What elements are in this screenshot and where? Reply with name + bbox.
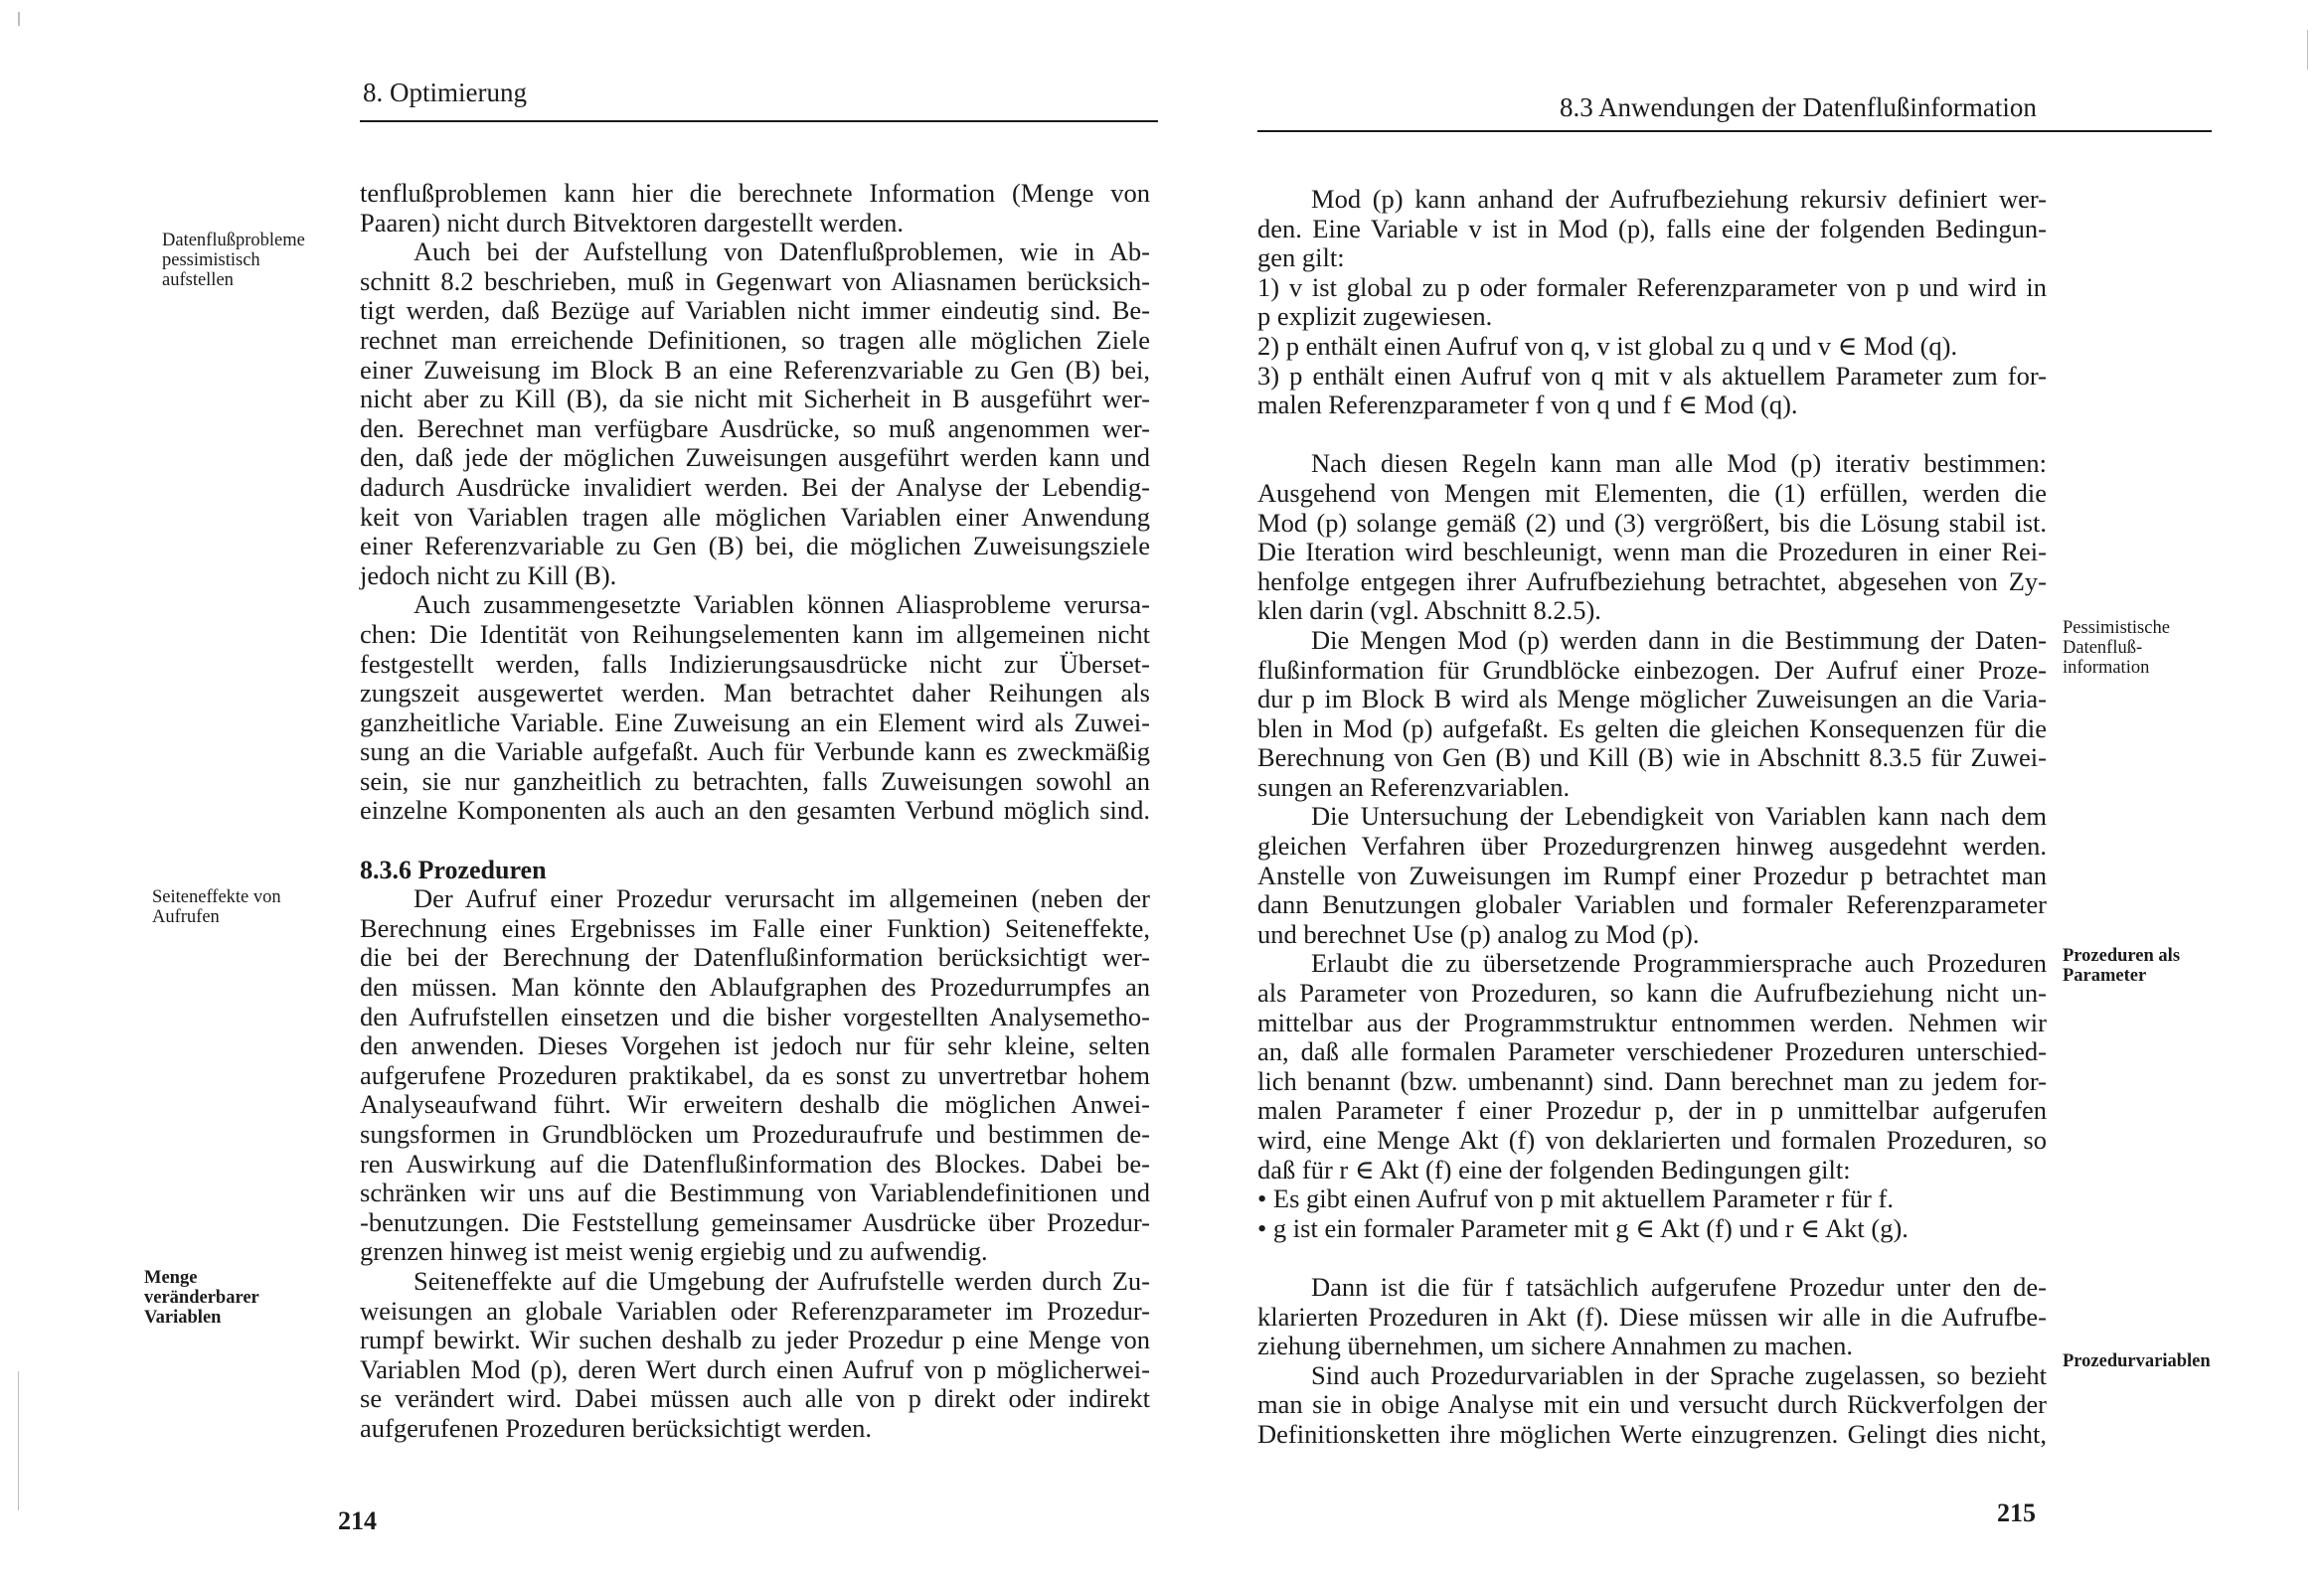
text-line: Ausgehend von Mengen mit Elementen, die (1) erfüllen, werden die bbox=[1257, 477, 2047, 508]
text-line: Auch bei der Aufstellung von Datenflußproblemen, wie in Ab- bbox=[414, 237, 1150, 267]
text-line: Sind auch Prozedurvariablen in der Sprache zugelassen, so bezieht bbox=[1311, 1359, 2047, 1390]
text-line: tenflußproblemen kann hier die berechnete Information (Menge von bbox=[360, 178, 1150, 208]
text-line: ganzheitliche Variable. Eine Zuweisung an ein Element wird als Zuwei- bbox=[360, 707, 1150, 737]
text-line: grenzen hinweg ist meist wenig ergiebig und zu aufwendig. bbox=[360, 1236, 988, 1267]
text-line: Auch zusammengesetzte Variablen können Aliasprobleme verursa- bbox=[414, 589, 1150, 620]
text-line: Mod (p) kann anhand der Aufrufbeziehung rekursiv definiert wer- bbox=[1311, 184, 2047, 214]
text-line: 3) p enthält einen Aufruf von q mit v als aktuellem Parameter zum for- bbox=[1257, 360, 2047, 391]
text-line: sein, sie nur ganzheitlich zu betrachten, falls Zuweisungen sowohl an bbox=[360, 765, 1150, 796]
scan-mark bbox=[2307, 30, 2308, 70]
margin-note-line: Pessimistische bbox=[2063, 618, 2170, 638]
text-line: blen in Mod (p) aufgefaßt. Es gelten die gleichen Konsequenzen für die bbox=[1257, 712, 2047, 743]
text-line: nicht aber zu Kill (B), da sie nicht mit Sicherheit in B ausgeführt wer- bbox=[360, 384, 1150, 414]
text-line: Die Untersuchung der Lebendigkeit von Variablen kann nach dem bbox=[1311, 801, 2047, 832]
page-number-right: 215 bbox=[1997, 1498, 2036, 1527]
text-line: flußinformation für Grundblöcke einbezogen. Der Aufruf einer Proze- bbox=[1257, 654, 2047, 685]
text-line: Berechnung eines Ergebnisses im Falle einer Funktion) Seiteneffekte, bbox=[360, 912, 1150, 943]
text-line: einzelne Komponenten als auch an den gesamten Verbund möglich sind. bbox=[360, 795, 1150, 826]
text-line: Variablen Mod (p), deren Wert durch einen Aufruf von p möglicherwei- bbox=[360, 1353, 1150, 1384]
margin-note-menge bbox=[144, 1268, 343, 1328]
text-line: klen darin (vgl. Abschnitt 8.2.5). bbox=[1257, 595, 1601, 626]
section-heading: 8.3.6 Prozeduren bbox=[360, 855, 547, 884]
text-line: tigt werden, daß Bezüge auf Variablen nicht immer eindeutig sind. Be- bbox=[360, 295, 1150, 326]
text-line: Berechnung von Gen (B) und Kill (B) wie in Abschnitt 8.3.5 für Zuwei- bbox=[1257, 742, 2047, 773]
text-line: malen Parameter f einer Prozedur p, der in p unmittelbar aufgerufen bbox=[1257, 1095, 2047, 1126]
text-line: einer Zuweisung im Block B an eine Referenzvariable zu Gen (B) bei, bbox=[360, 354, 1150, 385]
text-line: festgestellt werden, falls Indizierungsausdrücke nicht zur Überset- bbox=[360, 648, 1150, 679]
text-line: Dann ist die für f tatsächlich aufgerufene Prozedur unter den de- bbox=[1311, 1271, 2047, 1302]
text-line: gen gilt: bbox=[1257, 242, 1345, 273]
margin-note-seiteneffekte bbox=[152, 887, 351, 927]
margin-note-line: Aufrufen bbox=[152, 907, 220, 927]
text-line: sungsformen in Grundblöcken um Prozeduraufrufe und bestimmen de- bbox=[360, 1119, 1150, 1149]
text-line: zungszeit ausgewertet werden. Man betrachtet daher Reihungen als bbox=[360, 678, 1150, 709]
running-head-left: 8. Optimierung bbox=[363, 78, 527, 107]
text-line: Seiteneffekte auf die Umgebung der Aufrufstelle werden durch Zu- bbox=[414, 1265, 1150, 1296]
text-line: klarierten Prozeduren in Akt (f). Diese müssen wir alle in die Aufrufbe- bbox=[1257, 1301, 2047, 1332]
margin-note-line: Datenflußprobleme bbox=[162, 231, 305, 250]
text-line: als Parameter von Prozeduren, so kann die Aufrufbeziehung nicht un- bbox=[1257, 978, 2047, 1009]
margin-note-line: Parameter bbox=[2063, 966, 2147, 986]
text-line: sungen an Referenzvariablen. bbox=[1257, 771, 1571, 802]
text-line: sung an die Variable aufgefaßt. Auch für Verbunde kann es zweckmäßig bbox=[360, 736, 1150, 767]
text-line: einer Referenzvariable zu Gen (B) bei, die möglichen Zuweisungsziele bbox=[360, 531, 1150, 561]
margin-note-line: Variablen bbox=[144, 1308, 222, 1328]
margin-note-pessimistische bbox=[2063, 618, 2261, 678]
text-line: die bei der Berechnung der Datenflußinformation berücksichtigt wer- bbox=[360, 942, 1150, 973]
header-rule-left bbox=[360, 120, 1158, 122]
margin-note-prozedurvariablen bbox=[2063, 1351, 2261, 1371]
text-line: keit von Variablen tragen alle möglichen Variablen einer Anwendung bbox=[360, 501, 1150, 532]
margin-note-line: aufstellen bbox=[162, 270, 234, 290]
text-line: henfolge entgegen ihrer Aufrufbeziehung betrachtet, abgesehen von Zy- bbox=[1257, 565, 2047, 596]
text-line: dann Benutzungen globaler Variablen und formaler Referenzparameter bbox=[1257, 889, 2047, 920]
text-line: chen: Die Identität von Reihungselementen kann im allgemeinen nicht bbox=[360, 618, 1150, 649]
text-line: man sie in obige Analyse mit ein und versucht durch Rückverfolgen der bbox=[1257, 1389, 2047, 1420]
text-line: schnitt 8.2 beschrieben, muß in Gegenwart von Aliasnamen berücksich- bbox=[360, 265, 1150, 296]
text-line: und berechnet Use (p) analog zu Mod (p). bbox=[1257, 918, 1700, 949]
margin-note-line: Prozedurvariablen bbox=[2063, 1351, 2211, 1371]
text-line: jedoch nicht zu Kill (B). bbox=[360, 559, 617, 590]
left-text-block bbox=[360, 179, 1150, 1444]
text-line: malen Referenzparameter f von q und f ∈ Mod (q). bbox=[1257, 390, 1798, 420]
text-line: den, daß jede der möglichen Zuweisungen ausgeführt werden kann und bbox=[360, 442, 1150, 473]
text-line: lich benannt (bzw. umbenannt) sind. Dann berechnet man zu jedem for- bbox=[1257, 1065, 2047, 1096]
text-line: den. Eine Variable v ist in Mod (p), falls eine der folgenden Bedingun- bbox=[1257, 213, 2047, 243]
text-line: weisungen an globale Variablen oder Referenzparameter im Prozedur- bbox=[360, 1295, 1150, 1326]
text-line: mittelbar aus der Programmstruktur entnommen werden. Nehmen wir bbox=[1257, 1007, 2047, 1037]
text-line: rumpf bewirkt. Wir suchen deshalb zu jeder Prozedur p eine Menge von bbox=[360, 1325, 1150, 1355]
text-line: Der Aufruf einer Prozedur verursacht im allgemeinen (neben der bbox=[414, 883, 1150, 914]
text-line: Definitionsketten ihre möglichen Werte einzugrenzen. Gelingt dies nicht, bbox=[1257, 1418, 2047, 1449]
text-line: Mod (p) solange gemäß (2) und (3) vergrößert, bis die Lösung stabil ist. bbox=[1257, 507, 2047, 538]
margin-note-line: Datenfluß- bbox=[2063, 638, 2143, 658]
text-line: Analyseaufwand führt. Wir erweitern deshalb die möglichen Anwei- bbox=[360, 1089, 1150, 1120]
scan-mark bbox=[18, 12, 20, 26]
margin-note-line: Menge bbox=[144, 1268, 198, 1288]
text-line: Anstelle von Zuweisungen im Rumpf einer Prozedur p betrachtet man bbox=[1257, 860, 2047, 890]
text-line: daß für r ∈ Akt (f) eine der folgenden Bedingungen gilt: bbox=[1257, 1154, 1851, 1184]
text-line: den Aufrufstellen einsetzen und die bisher vorgestellten Analysemetho- bbox=[360, 1001, 1150, 1031]
text-line: 1) v ist global zu p oder formaler Referenzparameter von p und wird in bbox=[1257, 271, 2047, 302]
text-line: p explizit zugewiesen. bbox=[1257, 301, 1493, 332]
text-line: gleichen Verfahren über Prozedurgrenzen hinweg ausgedehnt werden. bbox=[1257, 831, 2047, 862]
text-line: Die Mengen Mod (p) werden dann in die Bestimmung der Daten- bbox=[1311, 624, 2047, 655]
text-line: dadurch Ausdrücke invalidiert werden. Bei der Analyse der Lebendig- bbox=[360, 471, 1150, 502]
text-line: Paaren) nicht durch Bitvektoren dargestellt werden. bbox=[360, 207, 904, 237]
text-line: den. Berechnet man verfügbare Ausdrücke, so muß angenommen wer- bbox=[360, 412, 1150, 443]
margin-note-line: pessimistisch bbox=[162, 250, 260, 270]
text-line: • Es gibt einen Aufruf von p mit aktuellem Parameter r für f. bbox=[1257, 1183, 1894, 1214]
margin-note-line: Seiteneffekte von bbox=[152, 887, 281, 907]
header-rule-right bbox=[1257, 130, 2212, 132]
margin-note-line: veränderbarer bbox=[144, 1288, 259, 1308]
margin-note-prozeduren-als bbox=[2063, 946, 2261, 986]
text-line: rechnet man erreichende Definitionen, so tragen alle möglichen Ziele bbox=[360, 324, 1150, 355]
text-line: Die Iteration wird beschleunigt, wenn man die Prozeduren in einer Rei- bbox=[1257, 537, 2047, 567]
scan-mark bbox=[18, 1371, 19, 1510]
text-line: Nach diesen Regeln kann man alle Mod (p) iterativ bestimmen: bbox=[1311, 448, 2047, 479]
text-line: den müssen. Man könnte den Ablaufgraphen des Prozedurrumpfes an bbox=[360, 972, 1150, 1003]
text-line: an, daß alle formalen Parameter verschiedener Prozeduren unterschied- bbox=[1257, 1036, 2047, 1067]
margin-note-line: information bbox=[2063, 658, 2150, 678]
right-page bbox=[1162, 0, 2324, 1577]
text-line: den anwenden. Dieses Vorgehen ist jedoch nur für sehr kleine, selten bbox=[360, 1030, 1150, 1061]
text-line: dur p im Block B wird als Menge möglicher Zuweisungen an die Varia- bbox=[1257, 684, 2047, 714]
text-line: Erlaubt die zu übersetzende Programmiersprache auch Prozeduren bbox=[1311, 948, 2047, 979]
text-line: aufgerufenen Prozeduren berücksichtigt werden. bbox=[360, 1412, 873, 1443]
text-line: wird, eine Menge Akt (f) von deklarierten und formalen Prozeduren, so bbox=[1257, 1125, 2047, 1155]
right-text-block bbox=[1257, 185, 2047, 1450]
running-head-right: 8.3 Anwendungen der Datenflußinformation bbox=[1560, 92, 2037, 122]
text-line: -benutzungen. Die Feststellung gemeinsamer Ausdrücke über Prozedur- bbox=[360, 1206, 1150, 1237]
text-line: se verändert wird. Dabei müssen auch alle von p direkt oder indirekt bbox=[360, 1383, 1150, 1414]
margin-note-line: Prozeduren als bbox=[2063, 946, 2181, 966]
text-line: aufgerufene Prozeduren praktikabel, da es sonst zu unvertretbar hohem bbox=[360, 1059, 1150, 1090]
text-line: 2) p enthält einen Aufruf von q, v ist global zu q und v ∈ Mod (q). bbox=[1257, 330, 1958, 361]
margin-note-datenfluss bbox=[162, 231, 361, 290]
text-line: ren Auswirkung auf die Datenflußinformation des Blockes. Dabei be- bbox=[360, 1148, 1150, 1179]
text-line: • g ist ein formaler Parameter mit g ∈ Akt (f) und r ∈ Akt (g). bbox=[1257, 1212, 1909, 1243]
text-line: schränken wir uns auf die Bestimmung von Variablendefinitionen und bbox=[360, 1178, 1150, 1208]
text-line: ziehung übernehmen, um sichere Annahmen zu machen. bbox=[1257, 1331, 1853, 1361]
page-number-left: 214 bbox=[338, 1506, 377, 1535]
